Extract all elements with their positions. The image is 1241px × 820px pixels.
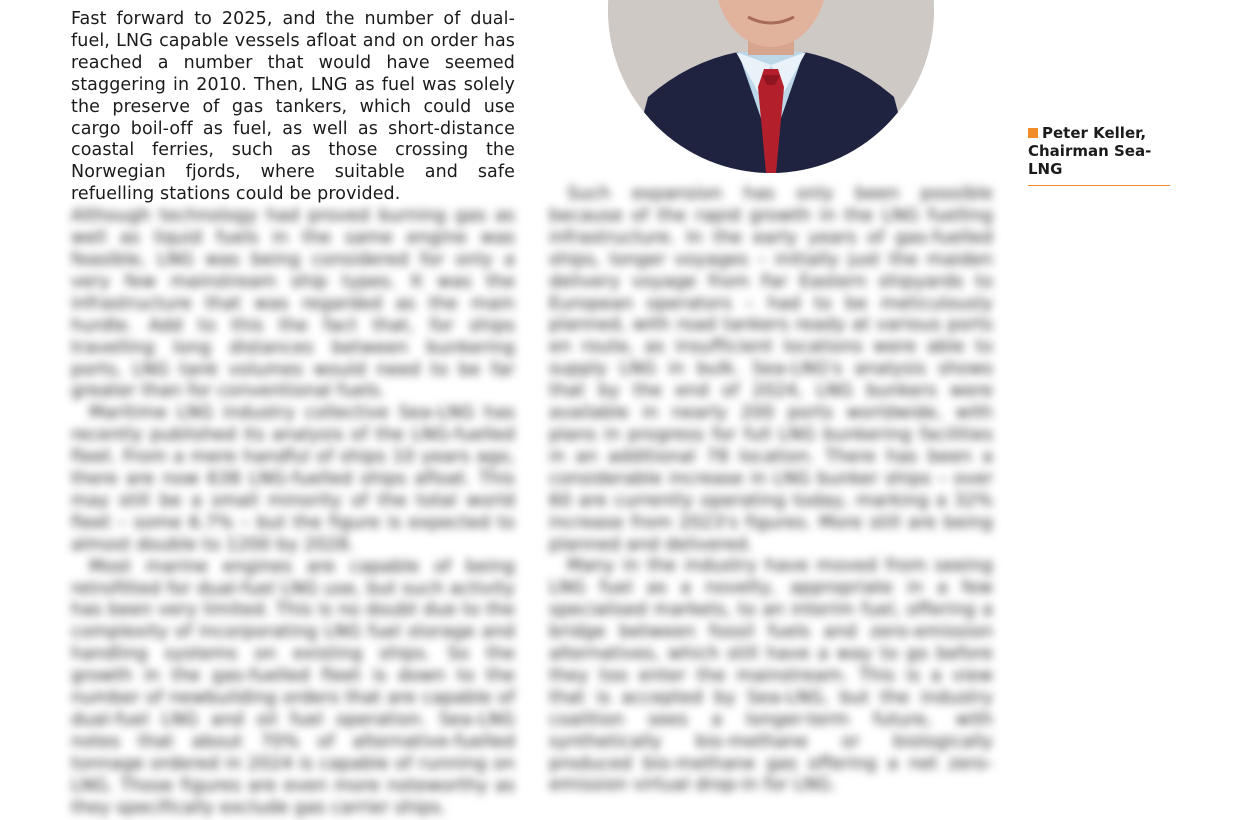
body-paragraph: Such expansion has only been possible because of the rapid growth in the LNG fuelling infrastructure. In the early years of gas-fuelled ships, longer voyages – initially just the maiden delivery voyage from Far Eastern shipyards to European operators – had to be meticulously planned, with road tankers ready at various ports en route, as insufficient locations were able to supply LNG in bulk. Sea-LNG's analysis shows that by the end of 2024, LNG bunkers were available in nearly 200 ports worldwide, with plans in progress for full LNG bunkering facilities in an additional 78 location. There has been a considerable increase in LNG bunker ships – over 60 are currently operating today, marking a 32% increase from 2023's figures. More still are being planned and delivered.: [549, 184, 993, 555]
caption-title: Chairman Sea-LNG: [1028, 142, 1152, 178]
photo-caption: [1028, 124, 1170, 186]
body-paragraph: Many in the industry have moved from seeing LNG fuel as a novelty, appropriate in a few specialised markets, to an interim fuel, offering a bridge between fossil fuels and zero-emission alternatives, which still have a way to go before they too enter the mainstream. This is a view that is accepted by Sea-LNG, but the industry coalition sees a longer-term future, with synthetically bio-methane or biologically produced bio-methane gas offering a net zero-emission virtual drop-in for LNG.: [549, 556, 993, 796]
portrait-illustration: [608, 0, 934, 173]
orange-square-icon: [1028, 128, 1038, 138]
body-paragraph: Although technology had proved burning gas as well as liquid fuels in the same engine was feasible, LNG was being considered for only a very few mainstream ship types. It was the infrastructure that was regarded as the main hurdle. Add to this the fact that, for ships travelling long distances between bunkering ports, LNG tank volumes would need to be far greater than for conventional fuels.: [71, 206, 515, 402]
right-blurred-body: [549, 184, 993, 797]
left-column: [71, 9, 515, 820]
left-blurred-body: [71, 206, 515, 819]
body-paragraph: Most marine engines are capable of being retrofitted for dual-fuel LNG use, but such activity has been very limited. This is no doubt due to the complexity of incorporating LNG fuel storage and handling systems on existing ships. So the growth in the gas-fuelled fleet is down to the number of newbuilding orders that are capable of dual-fuel LNG and oil fuel operation. Sea-LNG notes that about 70% of alternative-fuelled tonnage ordered in 2024 is capable of running on LNG. Those figures are even more noteworthy as they specifically exclude gas carrier ships.: [71, 556, 515, 818]
portrait-photo: [608, 0, 934, 173]
body-paragraph: Maritime LNG industry collective Sea-LNG has recently published its analysis of the LNG-fuelled fleet. From a mere handful of ships 10 years ago, there are now 638 LNG-fuelled ships afloat. This may still be a small minority of the total world fleet – some 6.7% – but the figure is expected to almost double to 1200 by 2028.: [71, 403, 515, 555]
caption-name: Peter Keller,: [1042, 124, 1147, 142]
right-column: [549, 184, 993, 797]
lead-paragraph: Fast forward to 2025, and the number of dual-fuel, LNG capable vessels afloat and on order has reached a number that would have seemed staggering in 2010. Then, LNG as fuel was solely the preserve of gas tankers, which could use cargo boil-off as fuel, as well as short-distance coastal ferries, such as those crossing the Norwegian fjords, where suitable and safe refuelling stations could be provided.: [71, 9, 515, 205]
